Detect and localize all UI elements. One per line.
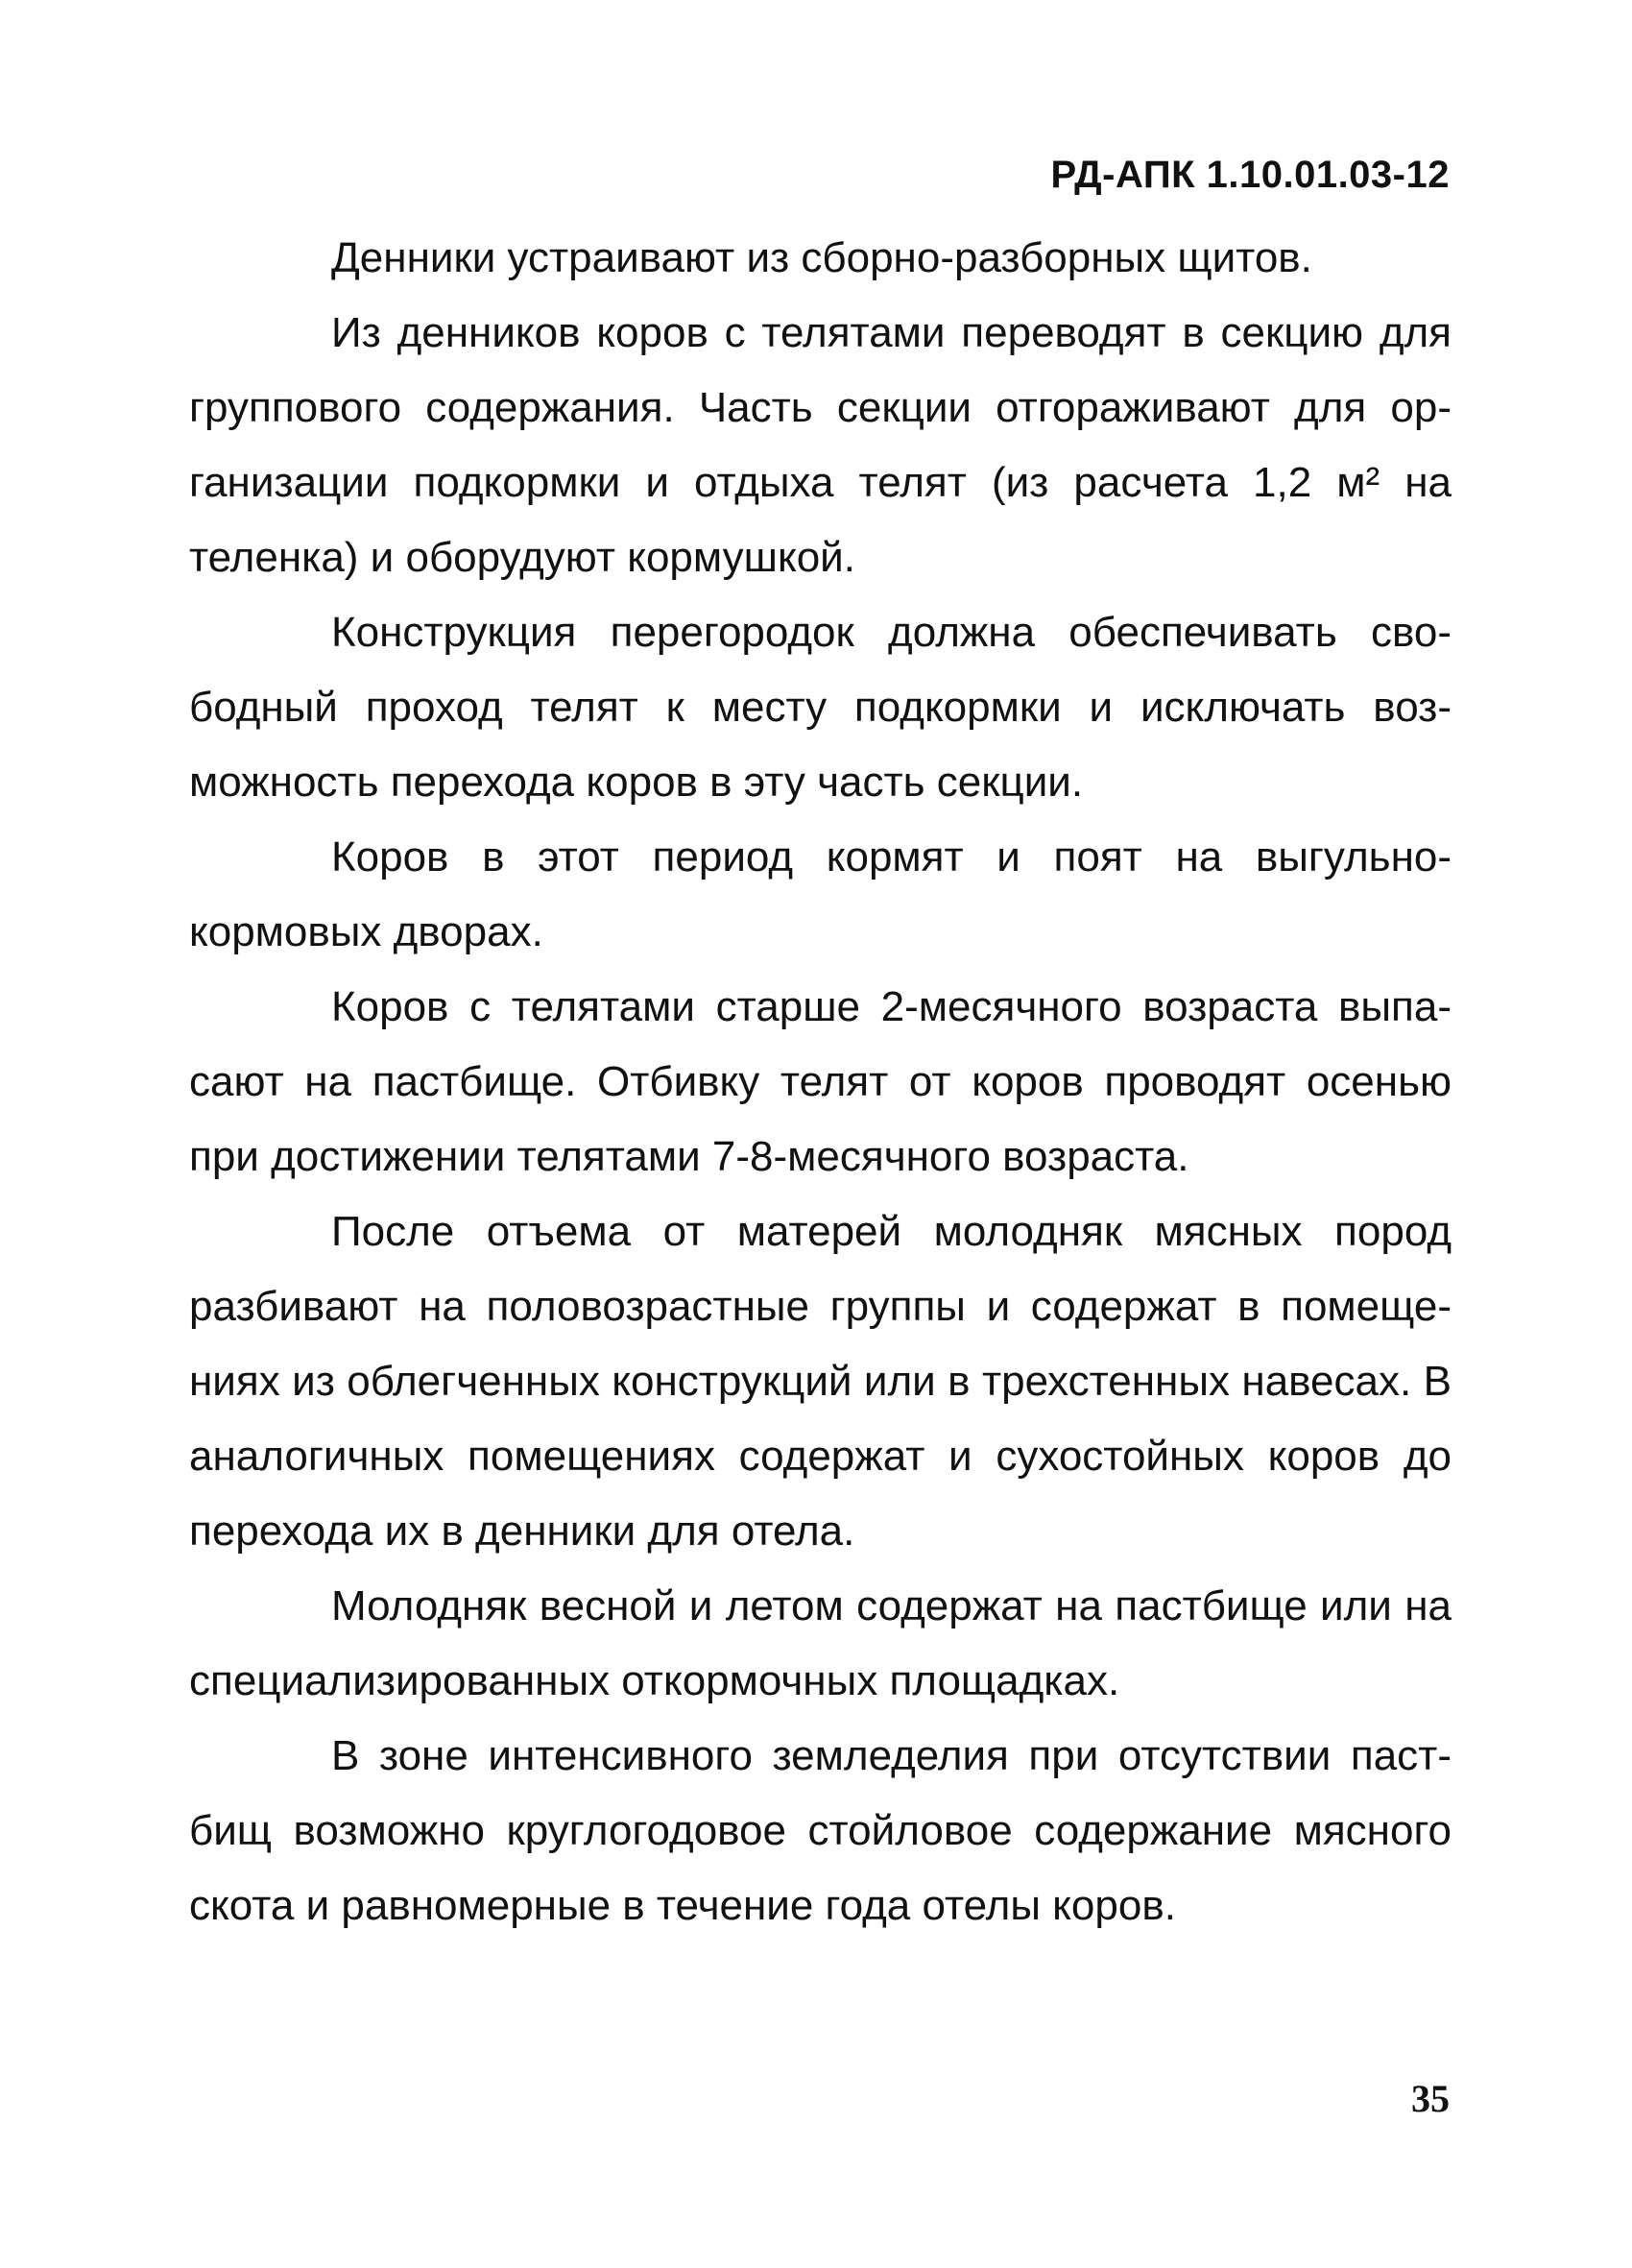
document-code: РД-АПК 1.10.01.03-12 xyxy=(1050,154,1450,196)
paragraph: В зоне интенсивного земледелия при отсутствии пастбищ возможно круглогодовое стойловое содержание мясного скота и равномерные в течение года отелы коров. xyxy=(189,1732,1452,1929)
page-number: 35 xyxy=(1411,2077,1450,2120)
paragraph: Коров в этот период кормят и поят на выгульно-кормовых дворах. xyxy=(189,833,1452,955)
paragraph: Денники устраивают из сборно-разборных щитов. xyxy=(331,234,1312,281)
body-text xyxy=(189,221,1452,1943)
paragraph: Молодняк весной и летом содержат на пастбище или на специализированных откормочных площадках. xyxy=(189,1582,1452,1704)
paragraph: После отъема от матерей молодняк мясных пород разбивают на половозрастные группы и содержат в помещениях из облегченных конструкций или в трехстенных навесах. В аналогичных помещениях содержат и сухостойных коров до перехода их в денники для отела. xyxy=(189,1208,1452,1555)
paragraph: Из денников коров с телятами переводят в секцию для группового содержания. Часть секции отгораживают для организации подкормки и отдыха телят (из расчета 1,2 м² на теленка) и оборудуют кормушкой. xyxy=(189,309,1452,581)
paragraph: Коров с телятами старше 2-месячного возраста выпасают на пастбище. Отбивку телят от коров проводят осенью при достижении телятами 7-8-месячного возраста. xyxy=(189,983,1452,1180)
paragraph: Конструкция перегородок должна обеспечивать свободный проход телят к месту подкормки и исключать возможность перехода коров в эту часть секции. xyxy=(189,609,1452,806)
